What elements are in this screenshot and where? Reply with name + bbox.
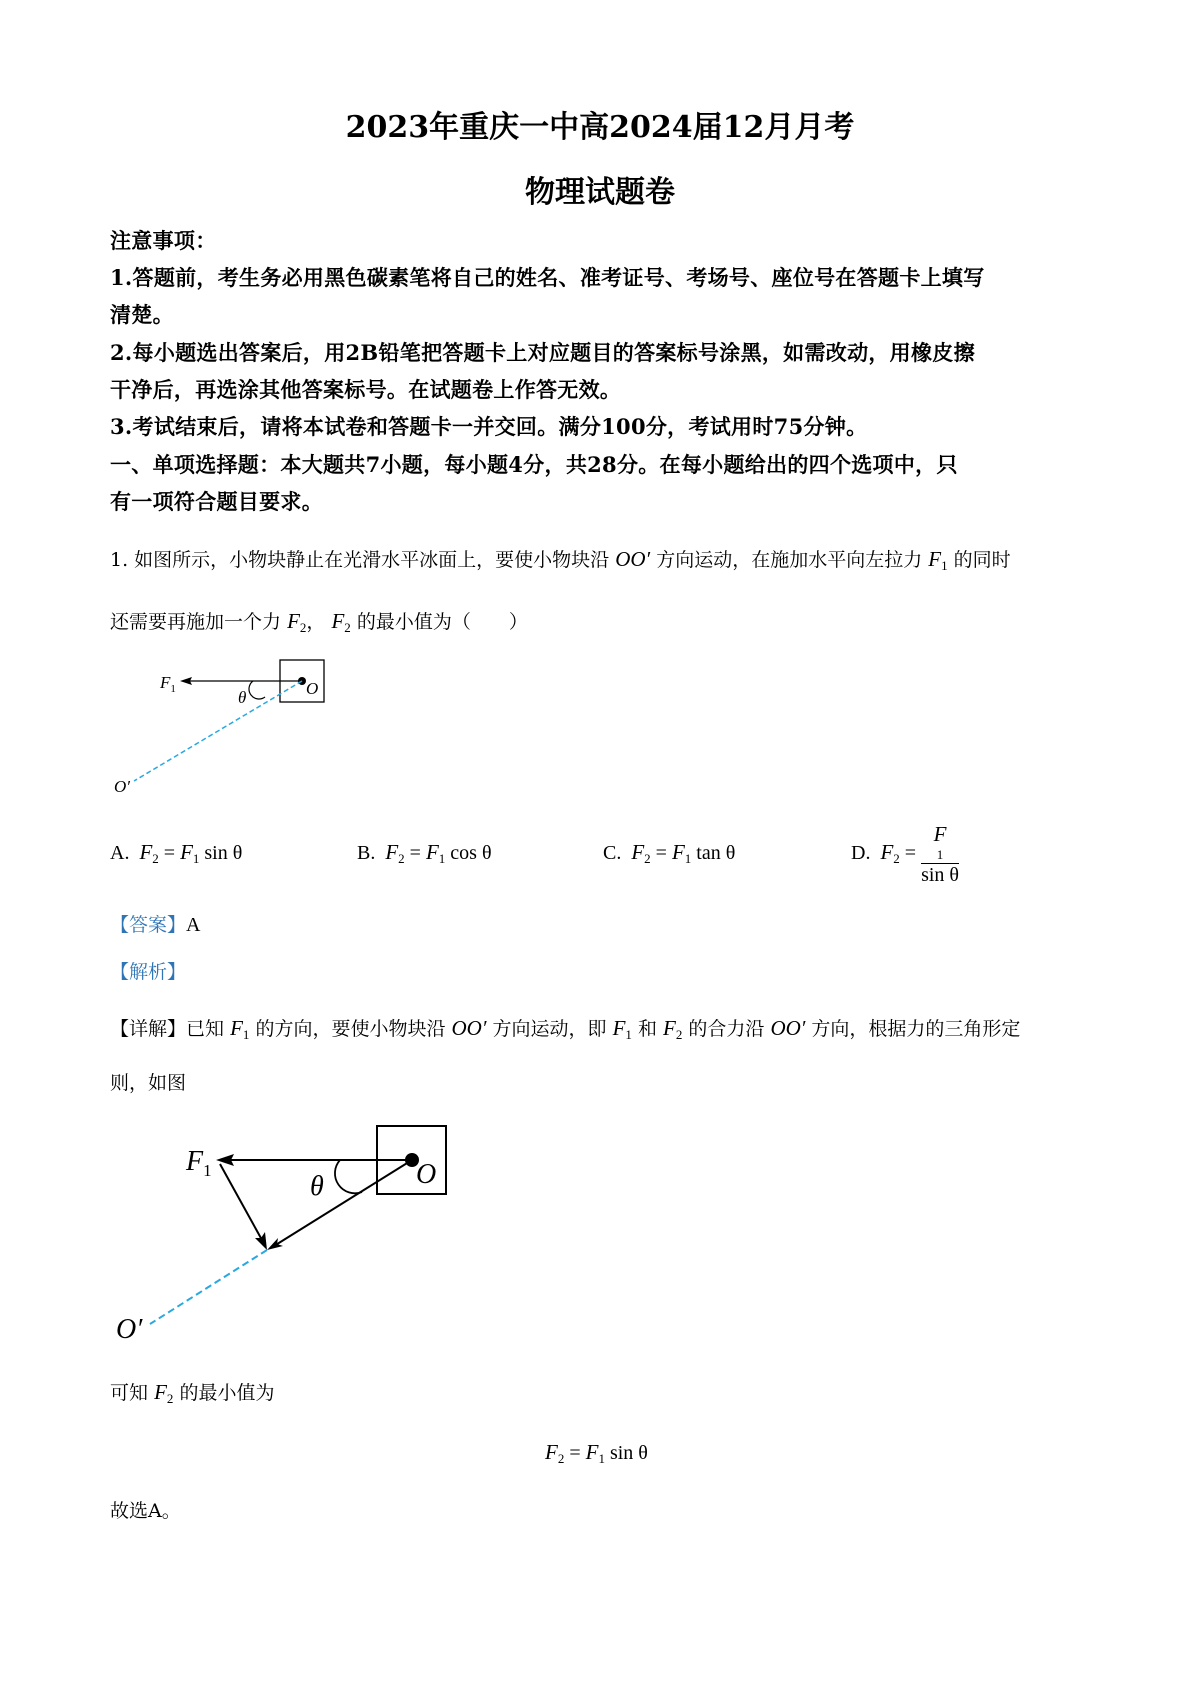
- resultant-vector: [274, 1160, 412, 1246]
- section-heading: 有一项符合题目要求。: [110, 489, 323, 514]
- force-diagram-solution: [116, 1126, 446, 1345]
- answer-label: 【答案】: [110, 914, 187, 936]
- option-letter: A.: [110, 842, 130, 864]
- text: 的最小值为（ ）: [356, 611, 528, 633]
- math-sub: 1: [941, 558, 948, 573]
- option-letter: B.: [357, 842, 376, 864]
- notice-line: 1.答题前，考生务必用黑色碳素笔将自己的姓名、准考证号、考场号、座位号在答题卡上填写: [110, 265, 985, 290]
- text: 还需要再施加一个力: [110, 611, 282, 633]
- answer-value: A: [186, 914, 201, 936]
- oo-prime-line: [150, 1250, 267, 1324]
- notice-line: 3.考试结束后，请将本试卷和答题卡一并交回。满分100分，考试用时75分钟。: [110, 414, 868, 439]
- conclusion: 故选A。: [110, 1500, 181, 1522]
- option-func: sin θ: [204, 842, 243, 864]
- option-letter: D.: [851, 842, 871, 865]
- label-theta: θ: [310, 1171, 324, 1202]
- option-func: tan θ: [696, 842, 736, 864]
- exam-subtitle: 物理试题卷: [525, 175, 675, 210]
- result-formula: $F_2 = F_1$ sin θ: [545, 1440, 648, 1466]
- text: 方向运动，在施加水平向左拉力: [656, 549, 923, 571]
- fraction: F 1 sin θ: [921, 822, 959, 886]
- option-func: sin θ: [921, 864, 959, 886]
- detail-line-3: 可知 $F_2$ 的最小值为: [110, 1380, 275, 1406]
- text: 的同时: [953, 549, 1011, 571]
- detail-line-1: 【详解】已知 $F_1$ 的方向，要使小物块沿 OO′ 方向运动，即 $F_1$ 和 $F_2$ 的合力沿 OO′ 方向，根据力的三角形定: [110, 1016, 1021, 1042]
- option-letter: C.: [603, 842, 622, 864]
- angle-arc: [249, 681, 265, 699]
- answer: [110, 910, 200, 937]
- option-c[interactable]: C. $F_2 = F_1$ tan θ: [603, 840, 736, 866]
- label-theta: θ: [238, 688, 247, 707]
- section-heading: 一、单项选择题：本大题共7小题，每小题4分，共28分。在每小题给出的四个选项中，只: [110, 452, 958, 477]
- arrowhead-icon: [267, 1238, 283, 1250]
- exam-title: 2023年重庆一中高2024届12月月考: [345, 110, 855, 145]
- option-b[interactable]: B. $F_2 = F_1$ cos θ: [357, 840, 492, 866]
- arrowhead-icon: [255, 1232, 267, 1250]
- math-F: F: [928, 547, 942, 571]
- notice-line: 清楚。: [110, 302, 174, 327]
- label-o-prime: O′: [114, 777, 130, 796]
- math-F: F: [331, 609, 345, 633]
- option-a[interactable]: A. $F_2 = F_1$ sin θ: [110, 840, 243, 866]
- oo-prime-line: [134, 681, 302, 781]
- label-f1: $F_1$: [186, 1146, 212, 1180]
- option-func: cos θ: [450, 842, 492, 864]
- notice-line: 干净后，再选涂其他答案标号。在试题卷上作答无效。: [110, 377, 622, 402]
- math-F: F: [287, 609, 300, 633]
- analysis-label: 【解析】: [110, 961, 187, 983]
- label-o: O: [416, 1159, 437, 1190]
- math-sub: 2: [299, 620, 307, 635]
- force-diagram-question: [114, 660, 324, 796]
- option-d[interactable]: D. $F_2$ = F 1 sin θ: [851, 822, 959, 886]
- angle-arc: [335, 1160, 362, 1193]
- notice-line: 2.每小题选出答案后，用2B铅笔把答题卡上对应题目的答案标号涂黑，如需改动，用橡皮擦: [110, 340, 975, 365]
- notice-heading: 注意事项：: [110, 228, 217, 253]
- label-f1: $F_1$: [160, 673, 176, 695]
- text: ，: [306, 611, 326, 633]
- f2-vector: [220, 1164, 262, 1240]
- label-o: O: [306, 679, 319, 698]
- detail-line-2: 则，如图: [110, 1072, 187, 1094]
- text: 1. 如图所示，小物块静止在光滑水平冰面上，要使小物块沿: [110, 549, 610, 571]
- math-OO: OO′: [615, 547, 651, 571]
- math-sub: 2: [344, 620, 351, 635]
- label-o-prime: O′: [116, 1314, 143, 1345]
